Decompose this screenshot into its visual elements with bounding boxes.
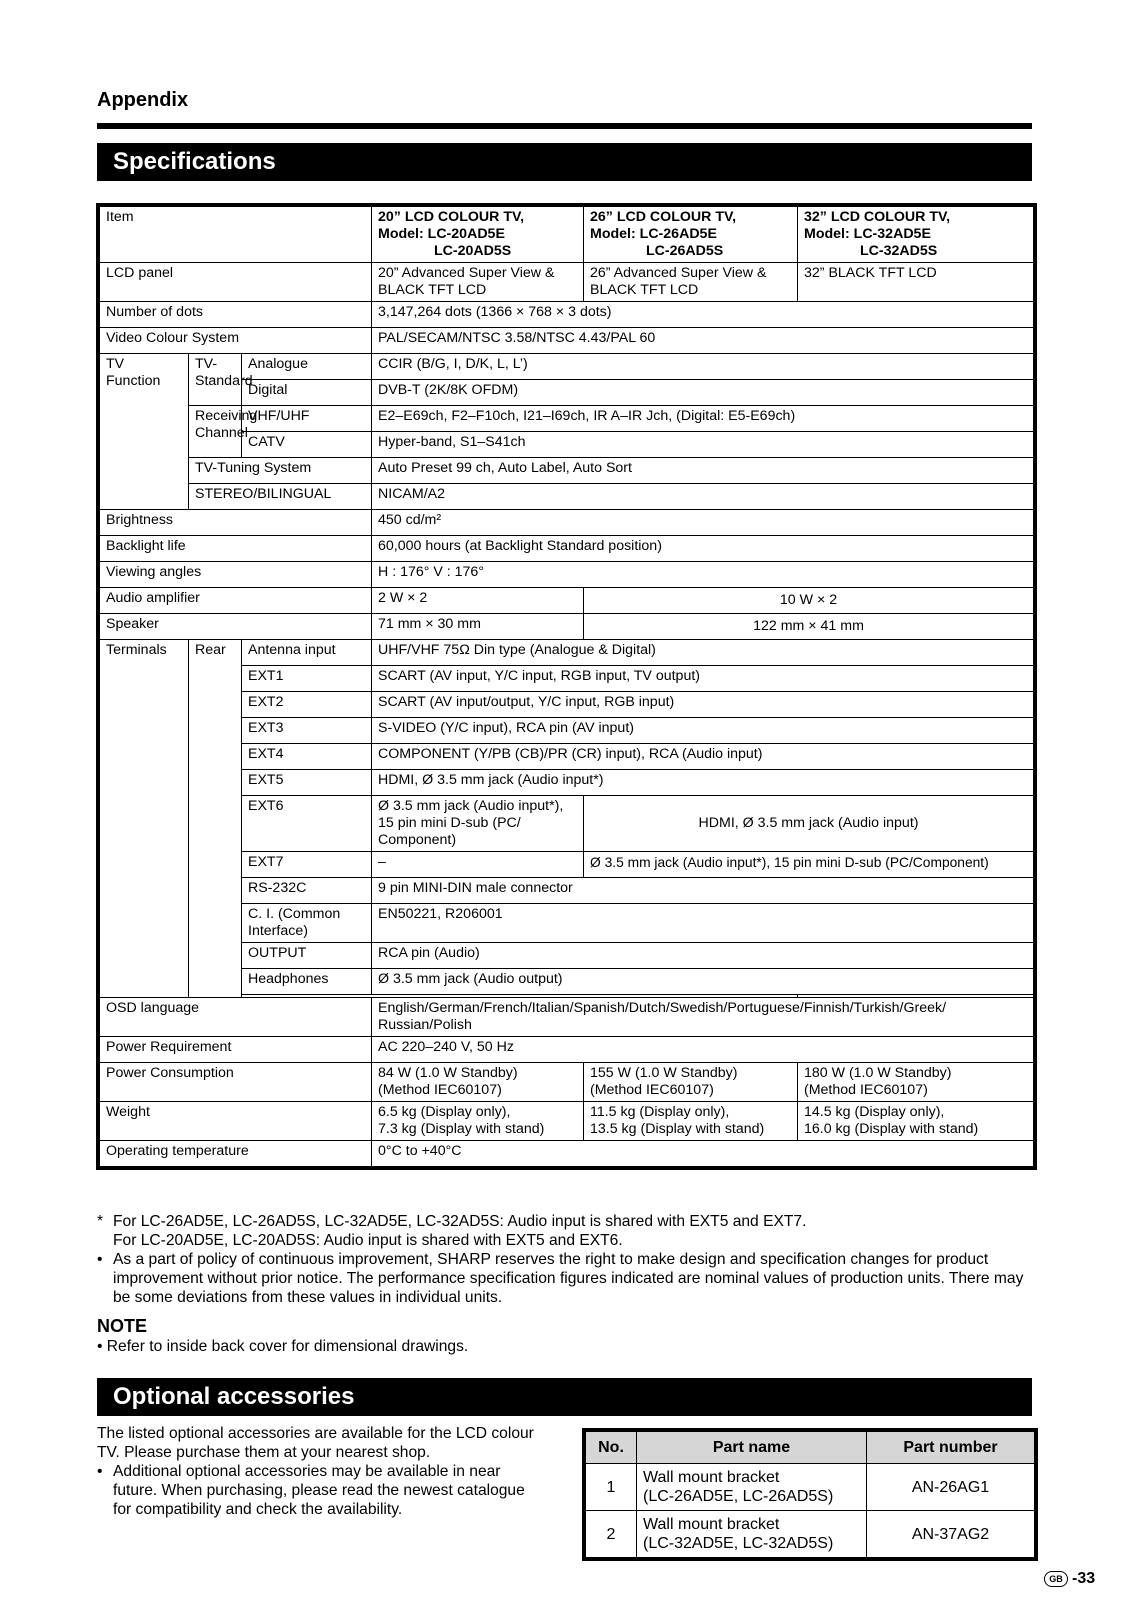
table-row <box>586 1464 1035 1511</box>
sub-label: STEREO/BILINGUAL <box>189 484 372 510</box>
sub-label: C. I. (Common Interface) <box>242 904 372 943</box>
sub-label: Headphones <box>242 969 372 995</box>
table-row <box>100 484 1034 510</box>
sub-label: Antenna input <box>242 640 372 666</box>
cell-value: Hyper-band, S1–S41ch <box>372 432 1034 458</box>
row-label: Viewing angles <box>100 562 372 588</box>
cell-value: 6.5 kg (Display only), 7.3 kg (Display with stand) <box>372 1102 584 1141</box>
table-row <box>100 302 1034 328</box>
cell-value: 450 cd/m² <box>372 510 1034 536</box>
cell-value: SCART (AV input/output, Y/C input, RGB input) <box>372 692 1034 718</box>
cell-value: 11.5 kg (Display only), 13.5 kg (Display with stand) <box>584 1102 798 1141</box>
cell-value: 10 W × 2 <box>584 588 1034 614</box>
cell-part-number: AN-37AG2 <box>867 1511 1035 1558</box>
bullet-mark: • <box>97 1251 103 1268</box>
section-heading: Appendix <box>97 89 189 111</box>
cell-no: 2 <box>586 1511 637 1558</box>
cell-value: 32” BLACK TFT LCD <box>798 263 1034 302</box>
cell-value: 14.5 kg (Display only), 16.0 kg (Display with stand) <box>798 1102 1034 1141</box>
item-header: Item <box>100 207 372 263</box>
cell-value: 26” Advanced Super View & BLACK TFT LCD <box>584 263 798 302</box>
model-20-header: 20” LCD COLOUR TV, Model: LC-20AD5E LC-20AD5S <box>372 207 584 263</box>
cell-value: 0°C to +40°C <box>372 1141 1034 1167</box>
cell-value: HDMI, Ø 3.5 mm jack (Audio input*) <box>372 770 1034 796</box>
note-item: • Refer to inside back cover for dimensional drawings. <box>97 1338 469 1355</box>
footnote-text: For LC-20AD5E, LC-20AD5S: Audio input is shared with EXT5 and EXT6. <box>113 1232 623 1249</box>
row-label: Operating temperature <box>100 1141 372 1167</box>
note-title: NOTE <box>97 1316 148 1336</box>
cell-value: AC 220–240 V, 50 Hz <box>372 1037 1034 1063</box>
accessories-table <box>585 1431 1035 1558</box>
table-row <box>100 1141 1034 1167</box>
table-row <box>100 328 1034 354</box>
table-row <box>100 263 1034 302</box>
specifications-title: Specifications <box>97 143 1032 181</box>
table-row <box>100 207 1034 263</box>
accessories-description <box>97 1424 547 1519</box>
cell-value: 20” Advanced Super View & BLACK TFT LCD <box>372 263 584 302</box>
cell-part-name: Wall mount bracket (LC-32AD5E, LC-32AD5S) <box>637 1511 867 1558</box>
model-32-header: 32” LCD COLOUR TV, Model: LC-32AD5E LC-32AD5S <box>798 207 1034 263</box>
table-row <box>100 1063 1034 1102</box>
table-row <box>100 640 1034 666</box>
region-badge: GB <box>1044 1571 1068 1587</box>
row-label: OSD language <box>100 998 372 1037</box>
table-row <box>100 536 1034 562</box>
sub-label: EXT6 <box>242 796 372 852</box>
accessories-intro: The listed optional accessories are available for the LCD colour TV. Please purchase them at your nearest shop. <box>97 1425 534 1461</box>
row-label: Terminals <box>100 640 189 998</box>
page-number-text: -33 <box>1072 1570 1096 1587</box>
cell-value: PAL/SECAM/NTSC 3.58/NTSC 4.43/PAL 60 <box>372 328 1034 354</box>
sub-label: EXT5 <box>242 770 372 796</box>
cell-value: NICAM/A2 <box>372 484 1034 510</box>
cell-value: 155 W (1.0 W Standby) (Method IEC60107) <box>584 1063 798 1102</box>
cell-value: CCIR (B/G, I, D/K, L, L’) <box>372 354 1034 380</box>
bullet-mark: • <box>97 1463 103 1480</box>
row-label: Weight <box>100 1102 372 1141</box>
table-row <box>100 562 1034 588</box>
sub-label: EXT2 <box>242 692 372 718</box>
cell-value: Ø 3.5 mm jack (Audio output) <box>372 969 1034 995</box>
sub-label: EXT1 <box>242 666 372 692</box>
row-label: TV Function <box>100 354 189 510</box>
specifications-table <box>99 206 1034 1167</box>
row-label: Number of dots <box>100 302 372 328</box>
table-row <box>100 458 1034 484</box>
cell-value: COMPONENT (Y/PB (CB)/PR (CR) input), RCA (Audio input) <box>372 744 1034 770</box>
cell-value: SCART (AV input, Y/C input, RGB input, TV output) <box>372 666 1034 692</box>
cell-part-number: AN-26AG1 <box>867 1464 1035 1511</box>
sub-label: CATV <box>242 432 372 458</box>
column-header-part-name: Part name <box>637 1432 867 1464</box>
sub-label: EXT3 <box>242 718 372 744</box>
sub-label: Analogue <box>242 354 372 380</box>
section-rule <box>97 123 1032 129</box>
bullet-text: Additional optional accessories may be available in near future. When purchasing, please read the newest catalogue for compatibility and check the availability. <box>113 1463 525 1518</box>
cell-value: Ø 3.5 mm jack (Audio input*), 15 pin mini D-sub (PC/ Component) <box>372 796 584 852</box>
footnote-star <box>97 1212 1037 1250</box>
cell-value: S-VIDEO (Y/C input), RCA pin (AV input) <box>372 718 1034 744</box>
table-row <box>100 614 1034 640</box>
model-26-header: 26” LCD COLOUR TV, Model: LC-26AD5E LC-26AD5S <box>584 207 798 263</box>
sub-label: OUTPUT <box>242 943 372 969</box>
table-row <box>100 510 1034 536</box>
table-header-row <box>586 1432 1035 1464</box>
cell-no: 1 <box>586 1464 637 1511</box>
row-label: Video Colour System <box>100 328 372 354</box>
sub-label: Rear <box>189 640 242 998</box>
cell-value: 180 W (1.0 W Standby) (Method IEC60107) <box>798 1063 1034 1102</box>
page-number <box>1044 1570 1095 1588</box>
cell-value: H : 176° V : 176° <box>372 562 1034 588</box>
column-header-part-number: Part number <box>867 1432 1035 1464</box>
cell-value: EN50221, R206001 <box>372 904 1034 943</box>
cell-value: UHF/VHF 75Ω Din type (Analogue & Digital) <box>372 640 1034 666</box>
footnote-policy <box>97 1250 1037 1307</box>
column-header-no: No. <box>586 1432 637 1464</box>
cell-value: – <box>372 852 584 878</box>
cell-value: 9 pin MINI-DIN male connector <box>372 878 1034 904</box>
sub-label: Receiving Channel <box>189 406 242 458</box>
cell-value: HDMI, Ø 3.5 mm jack (Audio input) <box>584 796 1034 852</box>
cell-value: 2 W × 2 <box>372 588 584 614</box>
table-row <box>100 354 1034 380</box>
footnote-text: For LC-26AD5E, LC-26AD5S, LC-32AD5E, LC-32AD5S: Audio input is shared with EXT5 and EXT7. <box>113 1213 807 1230</box>
cell-value: 71 mm × 30 mm <box>372 614 584 640</box>
table-row <box>586 1511 1035 1558</box>
cell-value: Ø 3.5 mm jack (Audio input*), 15 pin mini D-sub (PC/Component) <box>584 852 1034 878</box>
asterisk-mark: * <box>97 1213 104 1230</box>
table-row <box>100 588 1034 614</box>
cell-value: 3,147,264 dots (1366 × 768 × 3 dots) <box>372 302 1034 328</box>
row-label: Backlight life <box>100 536 372 562</box>
row-label: Audio amplifier <box>100 588 372 614</box>
sub-label: EXT4 <box>242 744 372 770</box>
sub-label: RS-232C <box>242 878 372 904</box>
cell-value: Auto Preset 99 ch, Auto Label, Auto Sort <box>372 458 1034 484</box>
cell-value: E2–E69ch, F2–F10ch, I21–I69ch, IR A–IR Jch, (Digital: E5-E69ch) <box>372 406 1034 432</box>
table-row <box>100 1037 1034 1063</box>
row-label: Brightness <box>100 510 372 536</box>
cell-value: DVB-T (2K/8K OFDM) <box>372 380 1034 406</box>
table-row <box>100 406 1034 432</box>
row-label: Speaker <box>100 614 372 640</box>
row-label: LCD panel <box>100 263 372 302</box>
table-row <box>100 998 1034 1037</box>
footnote-text: As a part of policy of continuous improvement, SHARP reserves the right to make design and specification changes for product improvement without prior notice. The performance specification figures indicated are nominal values of production units. There may be some deviations from these values in individual units. <box>113 1251 1024 1306</box>
sub-label: TV-Standard <box>189 354 242 406</box>
cell-value: English/German/French/Italian/Spanish/Dutch/Swedish/Portuguese/Finnish/Turkish/Greek/ Russian/Polish <box>372 998 1034 1037</box>
cell-value: 122 mm × 41 mm <box>584 614 1034 640</box>
footnotes <box>97 1212 1037 1307</box>
row-label: Power Requirement <box>100 1037 372 1063</box>
sub-label: EXT7 <box>242 852 372 878</box>
cell-value: 84 W (1.0 W Standby) (Method IEC60107) <box>372 1063 584 1102</box>
table-row <box>100 1102 1034 1141</box>
sub-label: VHF/UHF <box>242 406 372 432</box>
sub-label: Digital <box>242 380 372 406</box>
optional-accessories-title: Optional accessories <box>97 1378 1032 1416</box>
cell-value: RCA pin (Audio) <box>372 943 1034 969</box>
sub-label: TV-Tuning System <box>189 458 372 484</box>
cell-part-name: Wall mount bracket (LC-26AD5E, LC-26AD5S) <box>637 1464 867 1511</box>
accessories-bullet <box>97 1462 547 1519</box>
row-label: Power Consumption <box>100 1063 372 1102</box>
cell-value: 60,000 hours (at Backlight Standard position) <box>372 536 1034 562</box>
